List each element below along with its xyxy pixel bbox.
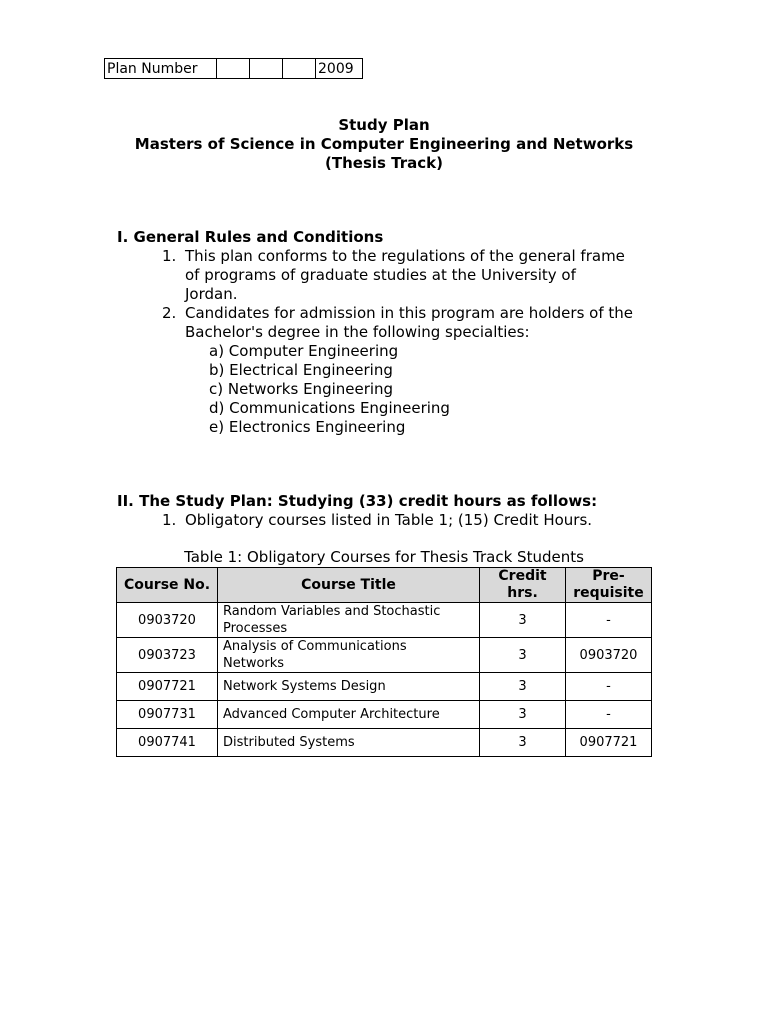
header-credit-hrs [480,568,566,603]
section-2-heading: II. The Study Plan: Studying (33) credit hours as follows: [117,492,598,510]
cell-prerequisite: - [566,603,652,638]
cell-title-line: Processes [223,621,288,636]
header-credit-line: Credit [498,568,547,584]
rule-item-1-line: of programs of graduate studies at the University of [185,266,576,284]
cell-prerequisite: - [566,673,652,701]
header-prerequisite [566,568,652,603]
cell-course-no: 0903720 [117,603,218,638]
plan-number-box [104,58,363,79]
cell-course-title [218,603,480,638]
plan-number-cell [283,59,316,79]
specialty-item: b) Electrical Engineering [209,361,393,379]
plan-number-year: 2009 [316,59,363,79]
header-course-no: Course No. [117,568,218,603]
plan-number-cell [250,59,283,79]
cell-course-no: 0907731 [117,701,218,729]
plan-number-cell [217,59,250,79]
cell-course-title [218,638,480,673]
table-row [117,673,652,701]
rule-item-1-line: Jordan. [185,285,238,303]
specialty-item: c) Networks Engineering [209,380,394,398]
section-1-heading: I. General Rules and Conditions [117,228,384,246]
cell-course-no: 0907741 [117,729,218,757]
rule-item-2-number: 2. [162,304,177,322]
plan-item-1-number: 1. [162,511,177,529]
table-row [117,638,652,673]
header-pre-line: requisite [573,585,644,601]
cell-credit-hrs: 3 [480,603,566,638]
plan-item-1 [162,511,662,530]
cell-course-title: Distributed Systems [218,729,480,757]
rule-item-1-number: 1. [162,247,177,265]
table-row [117,729,652,757]
plan-item-1-text: Obligatory courses listed in Table 1; (15) Credit Hours. [185,511,593,529]
header-credit-line: hrs. [507,585,538,601]
document-title [0,116,768,173]
header-pre-line: Pre- [592,568,625,584]
title-line-3: (Thesis Track) [325,154,443,172]
cell-credit-hrs: 3 [480,729,566,757]
cell-credit-hrs: 3 [480,701,566,729]
header-course-title: Course Title [218,568,480,603]
obligatory-courses-table [116,567,652,757]
cell-course-no: 0907721 [117,673,218,701]
cell-credit-hrs: 3 [480,638,566,673]
cell-prerequisite: 0903720 [566,638,652,673]
cell-course-title: Network Systems Design [218,673,480,701]
plan-number-label: Plan Number [105,59,217,79]
specialty-item: e) Electronics Engineering [209,418,406,436]
cell-course-no: 0903723 [117,638,218,673]
cell-prerequisite: 0907721 [566,729,652,757]
rule-item-1-line: This plan conforms to the regulations of the general frame [185,247,625,265]
table-row [117,603,652,638]
cell-title-line: Analysis of Communications [223,639,407,654]
rule-item-2-line: Bachelor's degree in the following specialties: [185,323,530,341]
specialties-list [209,342,450,437]
title-line-1: Study Plan [338,116,430,134]
specialty-item: a) Computer Engineering [209,342,399,360]
rule-item-2-line: Candidates for admission in this program are holders of the [185,304,634,322]
table-1-caption: Table 1: Obligatory Courses for Thesis Track Students [184,548,584,566]
table-row [117,701,652,729]
cell-course-title: Advanced Computer Architecture [218,701,480,729]
rule-item-1 [162,247,662,304]
title-line-2: Masters of Science in Computer Engineering and Networks [134,135,634,153]
cell-title-line: Random Variables and Stochastic [223,604,441,619]
table-header-row [117,568,652,603]
cell-credit-hrs: 3 [480,673,566,701]
cell-title-line: Networks [223,656,285,671]
specialty-item: d) Communications Engineering [209,399,450,417]
cell-prerequisite: - [566,701,652,729]
rule-item-2 [162,304,662,342]
